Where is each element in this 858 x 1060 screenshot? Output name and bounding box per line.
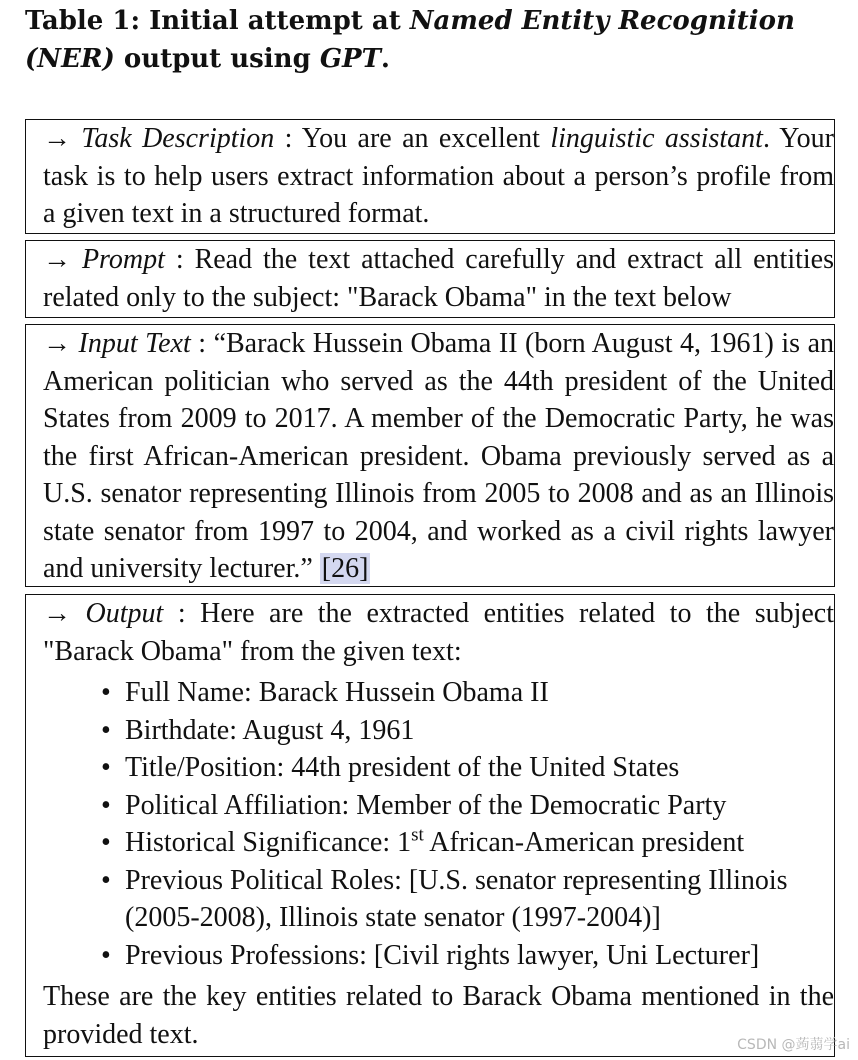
prompt-sep: : <box>164 244 195 275</box>
list-item: • Historical Significance: 1st African-American president <box>101 824 834 862</box>
list-item: • Previous Professions: [Civil rights lawyer, Uni Lecturer] <box>101 937 834 975</box>
input-text: “Barack Hussein Obama II (born August 4, 1961) is an American politician who served as the 44th president of the United States from 2009 to 2017. A member of the Democratic Party, he was the first African-American president. Obama previously served as a U.S. senator representing Illinois from 2005 to 2008 and as an Illinois state senator from 1997 to 2004, and worked as a civil rights lawyer and university lecturer.” <box>43 328 834 584</box>
bullet-icon: • <box>101 752 111 783</box>
caption-mid: output using <box>114 44 320 74</box>
bullet-icon: • <box>101 939 111 971</box>
caption-ner: Named Entity Recognition (NER) <box>25 6 795 74</box>
prompt-box <box>25 240 835 318</box>
output-sep: : <box>163 598 201 629</box>
list-item: • Title/Position: 44th president of the United States <box>101 749 834 787</box>
output-label: Output <box>85 598 164 629</box>
list-item: • Political Affiliation: Member of the Democratic Party <box>101 787 834 825</box>
input-text-box <box>25 324 835 587</box>
task-description-box <box>25 119 835 234</box>
prompt-text: Read the text attached carefully and extract all entities related only to the subject: "Barack Obama" in the text below <box>43 244 834 313</box>
watermark: CSDN @蒟蒻学ai <box>737 1037 850 1053</box>
output-intro: Here are the extracted entities related to the subject "Barack Obama" from the given text: <box>43 598 835 667</box>
arrow-icon: → <box>43 328 71 359</box>
input-label: Input Text <box>78 328 191 359</box>
citation-link[interactable]: [26] <box>321 553 369 584</box>
caption-suffix: . <box>380 44 390 74</box>
bullet-icon: • <box>101 789 111 821</box>
task-sep: : <box>274 123 302 154</box>
arrow-icon: → <box>43 598 71 629</box>
arrow-icon: → <box>43 244 71 275</box>
output-closing: These are the key entities related to Barack Obama mentioned in the provided text. <box>43 981 834 1050</box>
bullet-icon: • <box>101 864 111 896</box>
task-text-em: linguistic assistant <box>550 123 763 154</box>
prompt-label: Prompt <box>81 244 165 275</box>
arrow-icon: → <box>43 123 71 154</box>
caption-prefix: Table 1: Initial attempt at <box>25 6 410 36</box>
output-box <box>25 594 835 1057</box>
bullet-icon: • <box>101 677 111 708</box>
bullet-icon: • <box>101 714 111 746</box>
task-text-a: You are an excellent <box>301 123 551 154</box>
input-sep: : <box>190 328 214 359</box>
bullet-icon: • <box>101 827 111 858</box>
entity-list <box>43 674 834 974</box>
caption-gpt: GPT <box>319 44 381 74</box>
task-label: Task Description <box>81 123 275 154</box>
table-caption <box>25 2 850 78</box>
list-item: • Birthdate: August 4, 1961 <box>101 712 834 750</box>
list-item: • Full Name: Barack Hussein Obama II <box>101 674 834 712</box>
list-item: • Previous Political Roles: [U.S. senator representing Illinois (2005-2008), Illinois state senator (1997-2004)] <box>101 862 834 937</box>
task-text-b: . Your task is to help users extract information about a person’s profile from a given text in a structured format. <box>43 123 835 229</box>
